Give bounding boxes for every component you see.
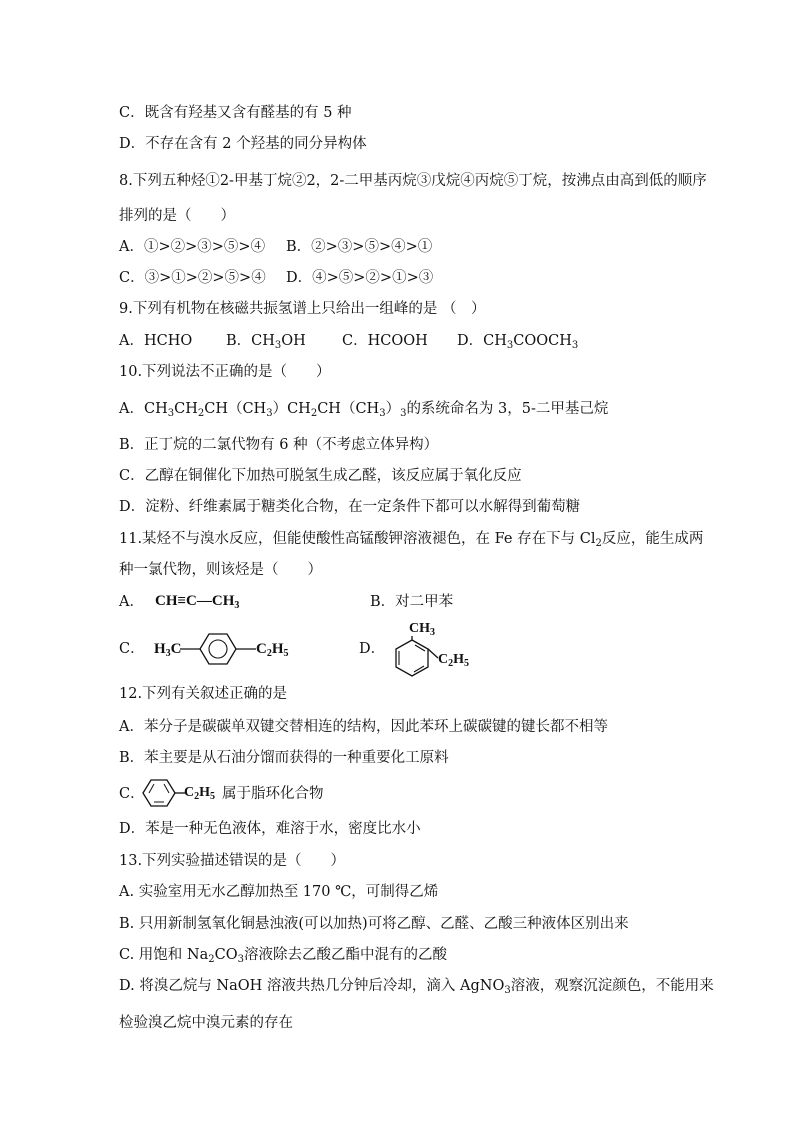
q13-option-d-line2: 检验溴乙烷中溴元素的存在 <box>119 1015 293 1031</box>
q8-option-d: D．④>⑤>②>①>③ <box>286 270 434 286</box>
q12-option-c-label: C． <box>119 786 145 802</box>
q11-option-d-benzene-ring <box>388 636 440 680</box>
q13-option-a: A. 实验室用无水乙醇加热至 170 ℃，可制得乙烯 <box>119 884 439 900</box>
q11-option-a-formula: $CH\equiv C—CH_3$ <box>155 593 240 611</box>
q8-option-a: A．①>②>③>⑤>④ <box>119 239 266 255</box>
q11-option-b: B．对二甲苯 <box>370 594 454 610</box>
q10-option-b: B．正丁烷的二氯代物有 6 种（不考虑立体异构） <box>119 437 439 453</box>
q13-option-b: B. 只用新制氢氧化铜悬浊液(可以加热)可将乙醇、乙醛、乙酸三种液体区别出来 <box>119 916 629 932</box>
q9-option-c: C．HCOOH <box>342 333 428 349</box>
q13-stem: 13.下列实验描述错误的是（ ） <box>119 853 346 869</box>
q9-option-a: A．HCHO <box>119 333 193 349</box>
q11-option-d-ethyl: $C_2H_5$ <box>438 652 470 669</box>
q13-option-c: C. 用饱和 $Na_2CO_3$溶液除去乙酸乙酯中混有的乙酸 <box>119 947 447 965</box>
q13-option-d-line1: D. 将溴乙烷与 NaOH 溶液共热几分钟后冷却，滴入 AgNO$_3$溶液，观察沉淀颜色，不能用来 <box>119 978 714 996</box>
q11-option-c-benzene-ring <box>180 630 260 670</box>
q12-option-d: D．苯是一种无色液体，难溶于水，密度比水小 <box>119 821 421 837</box>
q12-option-b: B．苯主要是从石油分馏而获得的一种重要化工原料 <box>119 750 449 766</box>
q8-stem-line2: 排列的是（ ） <box>119 208 235 224</box>
q11-stem-line2: 种一氯代物，则该烃是（ ） <box>119 562 322 578</box>
q9-option-d: D．$CH_3COOCH_3$ <box>457 333 579 351</box>
q10-option-d: D．淀粉、纤维素属于糖类化合物，在一定条件下都可以水解得到葡萄糖 <box>119 499 581 515</box>
q11-stem-line1: 11.某烃不与溴水反应，但能使酸性高锰酸钾溶液褪色，在 Fe 存在下与 $Cl_2$反应，能生成两 <box>119 531 704 549</box>
q9-stem: 9.下列有机物在核磁共振氢谱上只给出一组峰的是 （ ） <box>119 301 486 317</box>
q10-stem: 10.下列说法不正确的是（ ） <box>119 364 331 380</box>
q11-option-d-methyl: $CH_3$ <box>409 621 435 638</box>
q8-option-b: B．②>③>⑤>④>① <box>286 239 433 255</box>
q12-option-c-substituent: $C_2H_5$ <box>184 785 216 802</box>
q11-option-d-label: D． <box>359 641 386 657</box>
q7-option-c: C．既含有羟基又含有醛基的有 5 种 <box>119 105 352 121</box>
q10-option-c: C．乙醇在铜催化下加热可脱氢生成乙醛，该反应属于氧化反应 <box>119 468 522 484</box>
q10-option-a: A．$CH_3CH_2CH(CH_3)CH_2CH(CH_3)_3$的系统命名为 3，5-二甲基己烷 <box>119 401 609 419</box>
q12-option-a: A．苯分子是碳碳单双键交替相连的结构，因此苯环上碳碳键的键长都不相等 <box>119 719 608 735</box>
q12-option-c-text: 属于脂环化合物 <box>222 786 324 802</box>
q11-option-c-label: C． <box>119 641 145 657</box>
q8-stem-line1: 8.下列五种烃①2-甲基丁烷②2，2-二甲基丙烷③戊烷④丙烷⑤丁烷，按沸点由高到低的顺序 <box>119 173 707 189</box>
q9-option-b: B．$CH_3OH$ <box>226 333 306 351</box>
q12-stem: 12.下列有关叙述正确的是 <box>119 686 288 702</box>
q8-option-c: C．③>①>②>⑤>④ <box>119 270 266 286</box>
q11-option-c-right-group: $C_2H_5$ <box>256 641 289 659</box>
q7-option-d: D．不存在含有 2 个羟基的同分异构体 <box>119 136 367 152</box>
q11-option-c-left-group: $H_3C$ <box>154 641 182 659</box>
q11-option-a-label: A． <box>119 594 144 610</box>
